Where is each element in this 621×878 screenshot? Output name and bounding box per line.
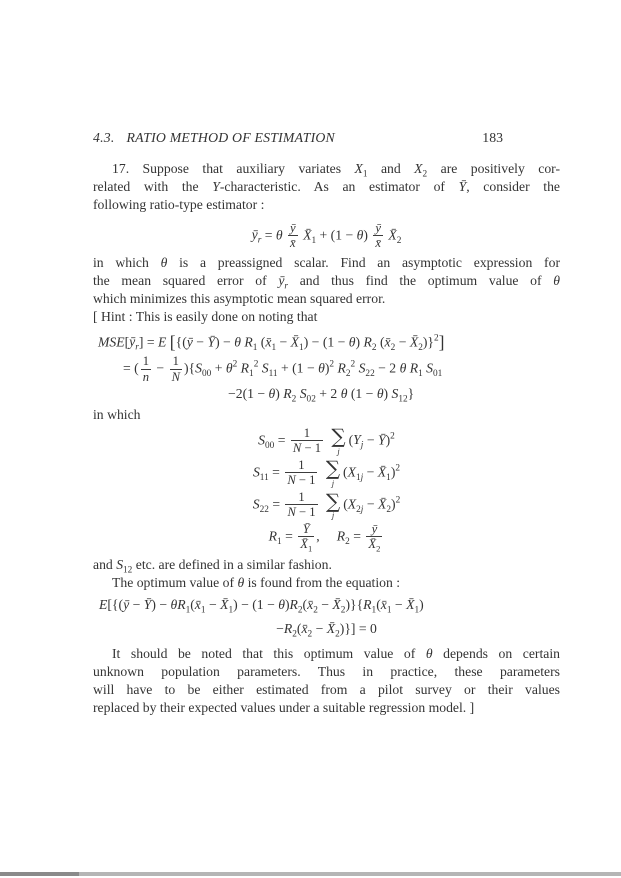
scan-artifact-bar-light: [79, 872, 621, 876]
text-line: in which θ is a preassigned scalar. Find an asymptotic expression for: [93, 255, 560, 271]
problem-statement: [93, 160, 560, 214]
equation-mse-expansion-2: −2(1 − θ) $R_2$ $S_{02} + 2$ θ (1 − θ) $S_{12}$}: [228, 385, 415, 405]
text-line: The optimum value of θ is found from the equation :: [112, 575, 401, 591]
text-line: [ Hint : This is easily done on noting that: [93, 309, 318, 325]
problem-17: [93, 160, 560, 717]
equation-s22: $S_{22}$ = $\frac{1}{N - 1}$ ∑ j ($X_{2j}$ − $X̄_2)^2$: [252, 489, 401, 521]
text-line: 17. Suppose that auxiliary variates $X_1$ and $X_2$ are positively cor-: [112, 161, 561, 180]
text-line: replaced by their expected values under a suitable regression model. ]: [93, 700, 475, 716]
text-line: and $S_{12}$ etc. are defined in a similar fashion.: [93, 557, 332, 576]
equation-optimum-1: E[{(ȳ − Ȳ) − $\theta R_1(x̄_1$ − $X̄_1) - (1$ − $\theta)R_2(x̄_2$ − $X̄_2)\}\{R_1(x̄_1$ − $X̄_1$): [99, 597, 424, 616]
section-heading: [93, 130, 335, 145]
text-line: which minimizes this asymptotic mean squared error.: [93, 291, 386, 307]
equation-mse-expansion-1: = ( $\frac{1}{n}$ − $\frac{1}{N}$ ){$S_{00} + \theta^2$ $R_1^2$ $S_{11} + (1 - \theta)^2$ $R_2^2$ $S_{22} - 2$ θ $R_1$ $S_{01}$: [123, 354, 443, 384]
s12-note: [93, 556, 560, 592]
text-line: the mean squared error of $ȳ_r$ and thus find the optimum value of θ: [93, 273, 560, 292]
text-line: It should be noted that this optimum value of θ depends on certain: [112, 646, 560, 662]
equation-s00: $S_{00}$ = $\frac{1}{N - 1}$ ∑ j ($Y_j$ − Ȳ)$^2$: [258, 425, 395, 457]
closing-remark: [93, 645, 560, 717]
equation-r-definitions: $R_1$ = $\frac{Ȳ}{X̄_1}$ , $R_2$ = $\frac{ȳ}{X̄_2}$: [268, 521, 381, 554]
section-number: 4.3.: [93, 130, 115, 145]
in-which-label: in which: [93, 406, 141, 422]
equation-optimum-2: $-R_2(x̄_2$ − $X̄_2)\}] = 0$: [276, 621, 377, 640]
scan-artifact-bar-dark: [0, 872, 79, 876]
text-line: following ratio-type estimator :: [93, 197, 265, 212]
page-number: 183: [482, 130, 503, 145]
text-line: unknown population parameters. Thus in practice, these parameters: [93, 664, 560, 680]
text-line: will have to be either estimated from a pilot survey or their values: [93, 682, 560, 698]
equation-s11: $S_{11}$ = $\frac{1}{N - 1}$ ∑ j ($X_{1j}$ − $X̄_1)^2$: [252, 457, 401, 489]
problem-body: [93, 254, 560, 326]
running-header: [93, 129, 560, 147]
section-title: RATIO METHOD OF ESTIMATION: [126, 130, 335, 145]
text-line: related with the Y-characteristic. As an estimator of Ȳ, consider the: [93, 179, 561, 194]
equation-estimator: $ȳ_r = \theta$ $\frac{ȳ}{x̄}$ $X̄_1 + (1 - \theta)$ $\frac{ȳ}{x̄}$ $X̄_2$: [251, 221, 402, 251]
equation-mse: $MSE[ȳ_r] = E$ [{(ȳ − Ȳ) − θ $R_1$ ($x̄_1$ − $X̄_1) - (1 - \theta)$ $R_2$ ($x̄_2$ − $X̄_2)\}^2$]: [98, 332, 445, 354]
